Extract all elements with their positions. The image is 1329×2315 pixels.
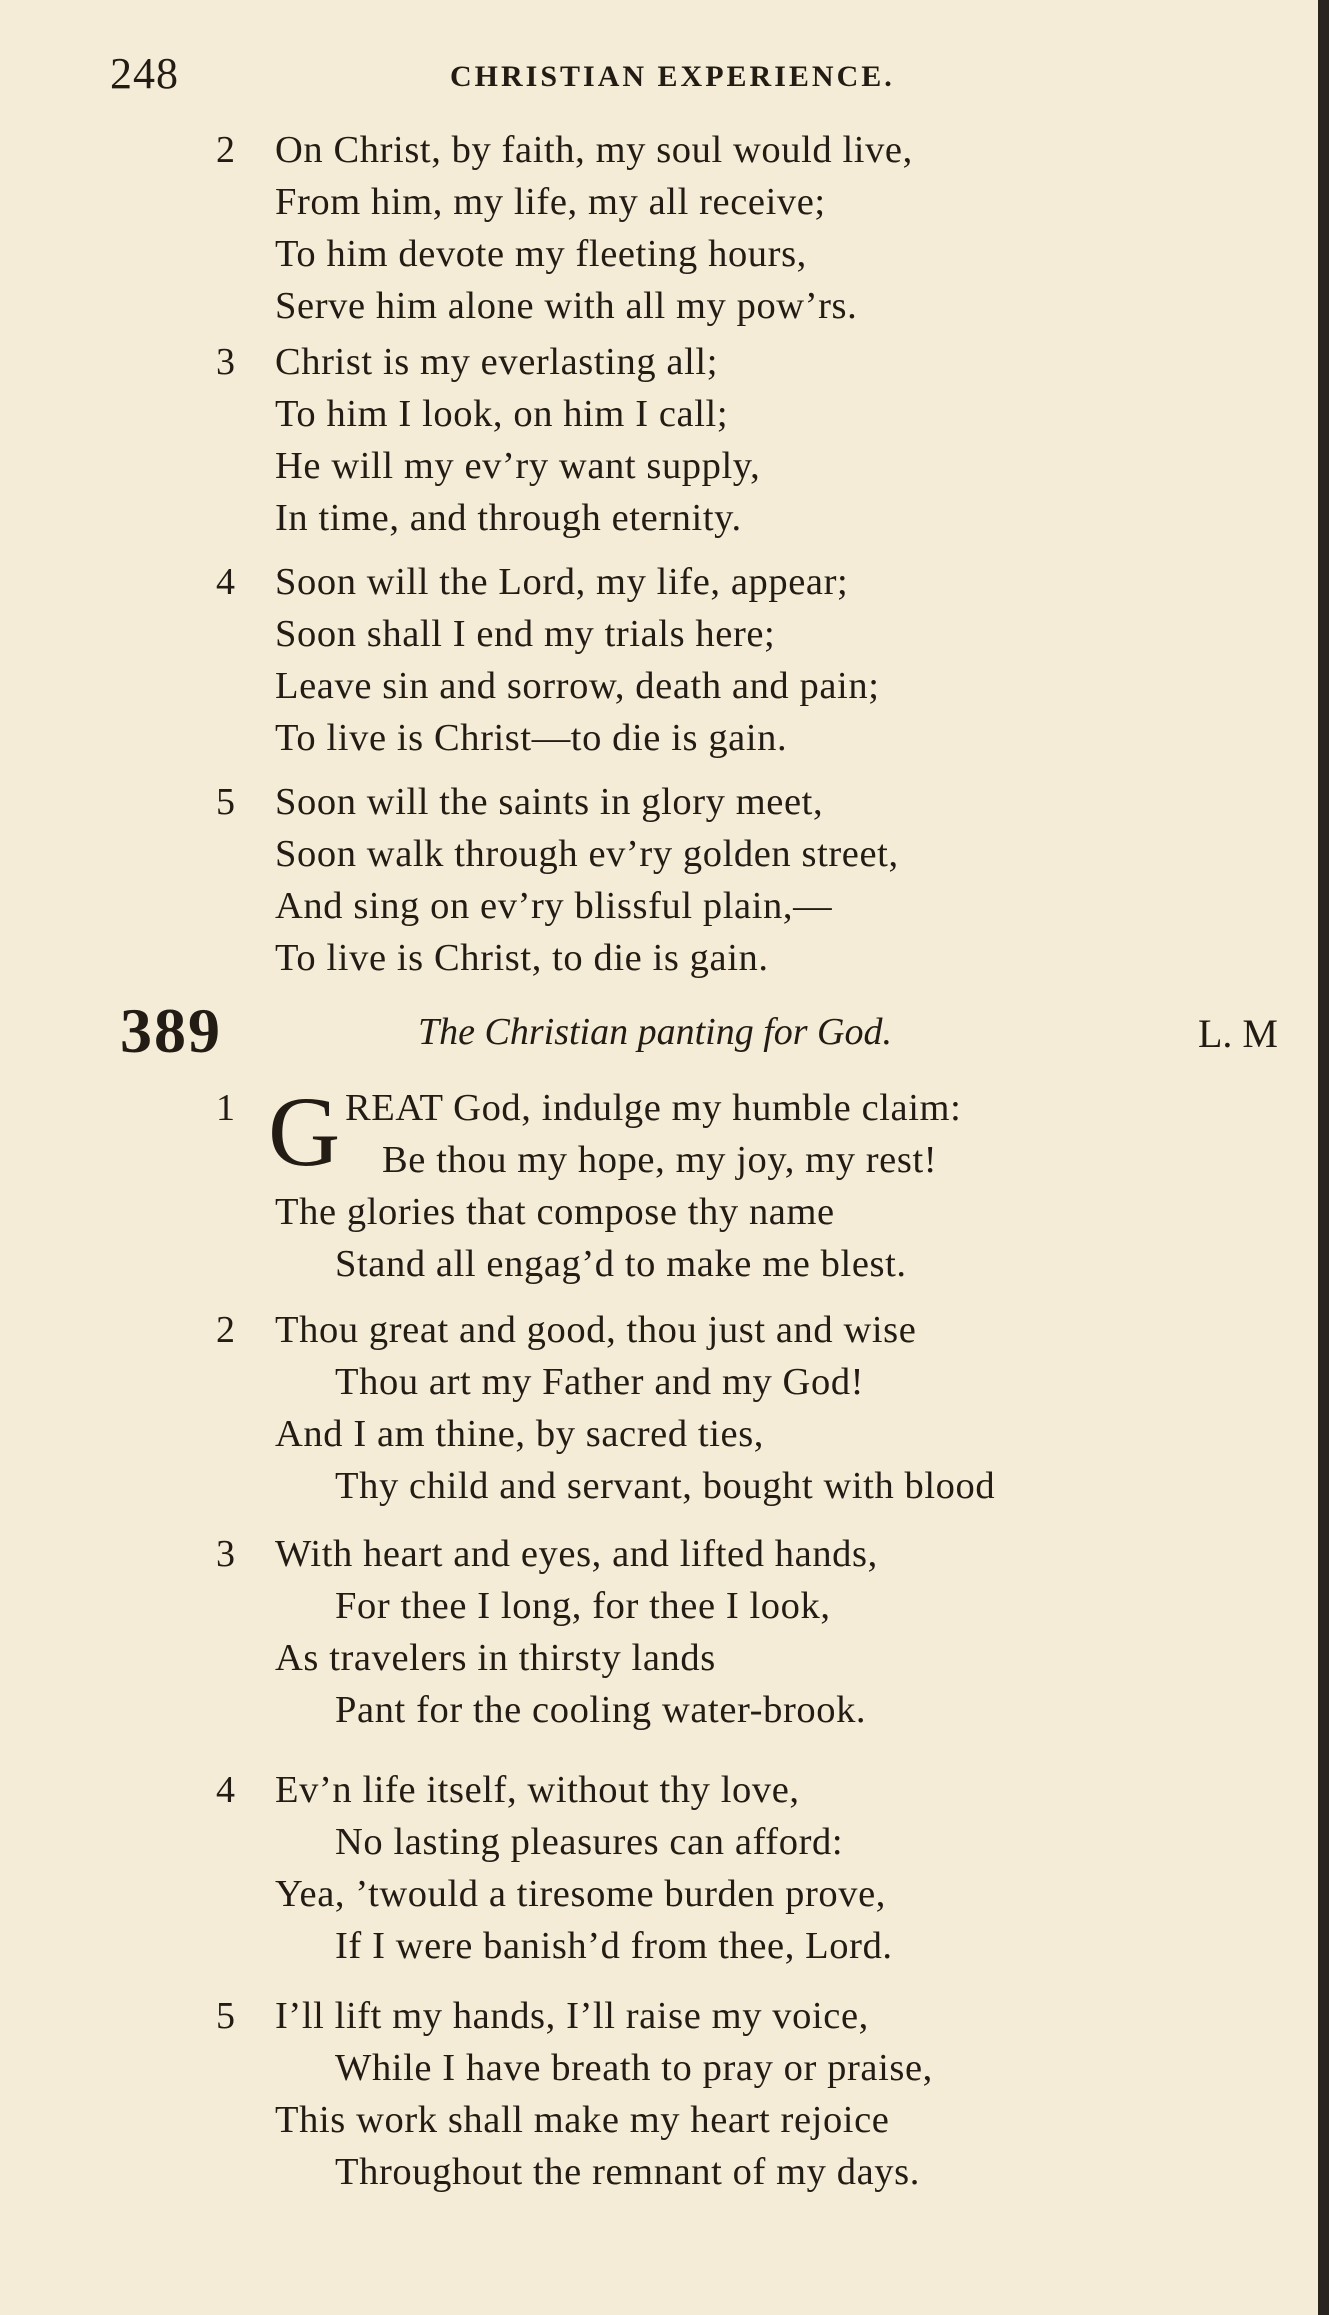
verse-line: Throughout the remnant of my days. xyxy=(335,2151,920,2193)
verse-line: Pant for the cooling water-brook. xyxy=(335,1689,867,1731)
verse-line: Leave sin and sorrow, death and pain; xyxy=(275,665,880,707)
verse-line: Serve him alone with all my pow’rs. xyxy=(275,285,858,327)
verse-line: Ev’n life itself, without thy love, xyxy=(275,1769,800,1811)
verse-line: Soon shall I end my trials here; xyxy=(275,613,776,655)
page-header xyxy=(110,48,1290,108)
verse-line: And I am thine, by sacred ties, xyxy=(275,1413,765,1455)
verse-line: I’ll lift my hands, I’ll raise my voice, xyxy=(275,1995,869,2037)
hymn-number: 389 xyxy=(120,995,222,1066)
verse-line: To live is Christ, to die is gain. xyxy=(275,937,769,979)
stanza-number: 3 xyxy=(216,341,235,383)
verse-line: Stand all engag’d to make me blest. xyxy=(335,1243,907,1285)
verse-line: REAT God, indulge my humble claim: xyxy=(345,1087,962,1129)
hymn-header xyxy=(120,995,1318,1070)
stanza-number: 2 xyxy=(216,129,235,171)
stanza-number: 1 xyxy=(216,1087,235,1129)
stanza-number: 5 xyxy=(216,781,235,823)
verse-line: Be thou my hope, my joy, my rest! xyxy=(382,1139,938,1181)
stanza-number: 3 xyxy=(216,1533,235,1575)
verse-line: If I were banish’d from thee, Lord. xyxy=(335,1925,893,1967)
drop-cap: G xyxy=(268,1076,341,1187)
verse-line: Soon walk through ev’ry golden street, xyxy=(275,833,899,875)
verse-line: No lasting pleasures can afford: xyxy=(335,1821,844,1863)
verse-line: Thy child and servant, bought with blood xyxy=(335,1465,996,1507)
stanza-number: 2 xyxy=(216,1309,235,1351)
verse-line: He will my ev’ry want supply, xyxy=(275,445,761,487)
verse-line: Yea, ’twould a tiresome burden prove, xyxy=(275,1873,886,1915)
hymn-title: The Christian panting for God. xyxy=(418,1011,892,1053)
stanza-number: 5 xyxy=(216,1995,235,2037)
verse-line: With heart and eyes, and lifted hands, xyxy=(275,1533,878,1575)
stanza-number: 4 xyxy=(216,1769,235,1811)
page-number: 248 xyxy=(110,49,179,98)
verse-line: On Christ, by faith, my soul would live, xyxy=(275,129,913,171)
verse-line: To him I look, on him I call; xyxy=(275,393,729,435)
verse-line: This work shall make my heart rejoice xyxy=(275,2099,890,2141)
verse-line: Thou art my Father and my God! xyxy=(335,1361,865,1403)
verse-line: Soon will the Lord, my life, appear; xyxy=(275,561,849,603)
verse-line: To live is Christ—to die is gain. xyxy=(275,717,788,759)
verse-line: And sing on ev’ry blissful plain,— xyxy=(275,885,833,927)
verse-line: To him devote my fleeting hours, xyxy=(275,233,807,275)
verse-line: While I have breath to pray or praise, xyxy=(335,2047,933,2089)
verse-line: From him, my life, my all receive; xyxy=(275,181,826,223)
verse-line: Christ is my everlasting all; xyxy=(275,341,718,383)
verse-line: In time, and through eternity. xyxy=(275,497,742,539)
verse-line: Soon will the saints in glory meet, xyxy=(275,781,824,823)
book-edge-shadow xyxy=(1318,0,1329,2315)
hymn-meter: L. M xyxy=(1198,1011,1278,1056)
verse-line: The glories that compose thy name xyxy=(275,1191,835,1233)
verse-line: As travelers in thirsty lands xyxy=(275,1637,716,1679)
verse-line: For thee I long, for thee I look, xyxy=(335,1585,831,1627)
stanza-number: 4 xyxy=(216,561,235,603)
verse-line: Thou great and good, thou just and wise xyxy=(275,1309,917,1351)
running-title: CHRISTIAN EXPERIENCE. xyxy=(450,60,895,93)
